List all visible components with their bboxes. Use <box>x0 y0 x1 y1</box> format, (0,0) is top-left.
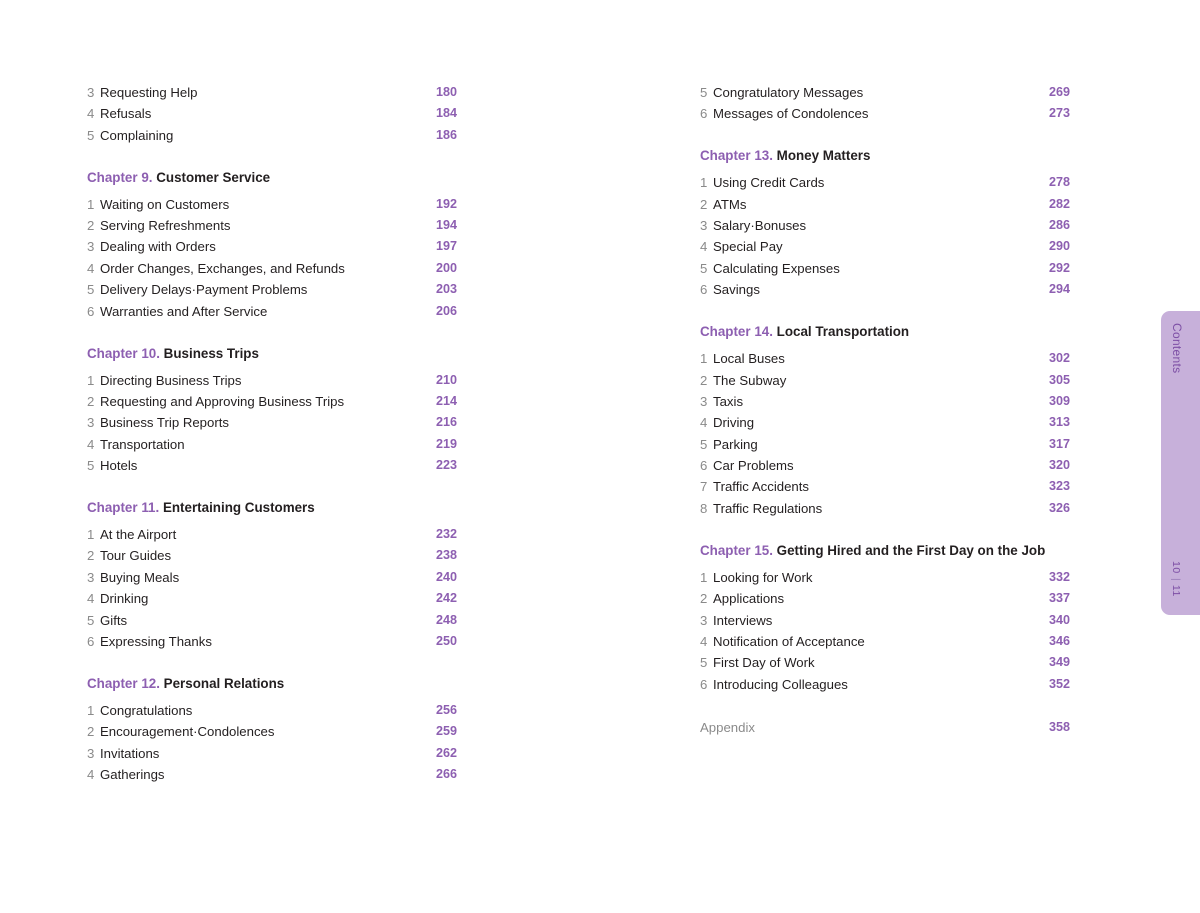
entry-number: 6 <box>87 633 95 649</box>
toc-entry[interactable] <box>700 434 1070 455</box>
toc-entry[interactable] <box>700 370 1070 391</box>
entry-title: Buying Meals <box>100 569 180 585</box>
entry-page: 197 <box>435 239 457 254</box>
entry-number: 1 <box>87 702 95 718</box>
entry-page: 186 <box>435 127 457 142</box>
entry-page: 290 <box>1048 239 1070 254</box>
entry-number: 5 <box>700 85 708 100</box>
toc-entry[interactable] <box>700 279 1070 300</box>
chapter-entries <box>700 172 1070 300</box>
chapter-heading[interactable] <box>700 146 1070 172</box>
entry-title: Using Credit Cards <box>713 175 825 191</box>
entry-number: 8 <box>700 500 708 516</box>
toc-entry[interactable] <box>87 764 457 785</box>
toc-intro-list <box>87 82 457 146</box>
toc-entry[interactable] <box>700 215 1070 236</box>
entry-number: 3 <box>700 393 708 409</box>
entry-number: 4 <box>700 633 708 649</box>
chapter-entries <box>87 700 457 786</box>
toc-entry[interactable] <box>700 455 1070 476</box>
appendix-entry[interactable] <box>700 717 1070 738</box>
entry-page: 323 <box>1048 479 1070 494</box>
toc-entry[interactable] <box>87 125 457 146</box>
entry-page: 214 <box>435 393 457 408</box>
toc-entry[interactable] <box>87 567 457 588</box>
toc-entry[interactable] <box>700 610 1070 631</box>
entry-title: Traffic Regulations <box>713 500 823 516</box>
entry-number: 2 <box>700 196 708 212</box>
entry-number: 3 <box>87 569 95 585</box>
toc-entry[interactable] <box>87 610 457 631</box>
chapter-heading[interactable] <box>87 344 457 370</box>
chapter-title: Business Trips <box>163 345 259 361</box>
entry-number: 4 <box>87 260 95 276</box>
chapter-label: Chapter 13. <box>700 148 773 164</box>
toc-entry[interactable] <box>700 194 1070 215</box>
toc-entry[interactable] <box>700 567 1070 588</box>
entry-number: 1 <box>87 526 95 542</box>
entry-number: 1 <box>700 569 708 585</box>
entry-page: 216 <box>435 415 457 430</box>
toc-entry[interactable] <box>700 652 1070 673</box>
entry-number: 2 <box>87 548 95 564</box>
appendix-page: 358 <box>1048 719 1070 734</box>
entry-page: 238 <box>435 548 457 563</box>
entry-number: 1 <box>87 372 95 388</box>
entry-title: Encouragement·Condolences <box>100 724 275 740</box>
toc-entry[interactable] <box>87 743 457 764</box>
entry-number: 6 <box>700 676 708 692</box>
entry-page: 286 <box>1048 218 1070 233</box>
entry-page: 262 <box>435 745 457 760</box>
entry-page: 302 <box>1048 351 1070 366</box>
entry-number: 5 <box>700 260 708 276</box>
chapter-title: Money Matters <box>776 148 871 164</box>
toc-entry[interactable] <box>87 412 457 433</box>
entry-page: 282 <box>1048 196 1070 211</box>
entry-page: 240 <box>435 569 457 584</box>
chapter-entries <box>700 567 1070 695</box>
contents-side-tab[interactable] <box>1161 311 1200 615</box>
entry-page: 223 <box>435 458 457 473</box>
entry-title: Traffic Accidents <box>713 479 810 495</box>
chapter-heading[interactable] <box>87 498 457 524</box>
chapter-label: Chapter 9. <box>87 169 153 185</box>
entry-page: 352 <box>1048 676 1070 691</box>
toc-entry[interactable] <box>700 412 1070 433</box>
entry-title: Introducing Colleagues <box>713 676 848 692</box>
side-tab-page-right: 11 <box>1170 584 1182 597</box>
entry-number: 2 <box>87 393 95 409</box>
entry-title: Invitations <box>100 745 160 761</box>
entry-title: Requesting Help <box>100 85 198 100</box>
toc-entry[interactable] <box>87 721 457 742</box>
chapter-label: Chapter 11. <box>87 499 160 515</box>
appendix-title: Appendix <box>700 719 755 735</box>
entry-title: Taxis <box>713 393 744 409</box>
entry-title: Looking for Work <box>713 569 813 585</box>
entry-title: Complaining <box>100 127 174 143</box>
entry-title: Interviews <box>713 612 773 628</box>
entry-number: 3 <box>87 85 95 100</box>
chapter-title: Local Transportation <box>776 324 910 340</box>
toc-entry[interactable] <box>700 82 1070 103</box>
toc-entry[interactable] <box>87 194 457 215</box>
entry-title: ATMs <box>713 196 747 212</box>
toc-entry[interactable] <box>700 391 1070 412</box>
entry-number: 5 <box>87 458 95 474</box>
entry-page: 269 <box>1048 85 1070 99</box>
entry-number: 1 <box>700 351 708 367</box>
entry-page: 259 <box>435 724 457 739</box>
entry-title: Requesting and Approving Business Trips <box>100 393 345 409</box>
chapter-heading[interactable] <box>700 541 1070 567</box>
entry-number: 4 <box>700 415 708 431</box>
entry-title: Waiting on Customers <box>100 196 230 212</box>
entry-number: 5 <box>87 612 95 628</box>
entry-number: 3 <box>87 415 95 431</box>
entry-title: Warranties and After Service <box>100 303 268 319</box>
entry-title: Serving Refreshments <box>100 218 231 234</box>
entry-page: 346 <box>1048 633 1070 648</box>
toc-entry[interactable] <box>87 370 457 391</box>
entry-number: 4 <box>87 436 95 452</box>
entry-page: 250 <box>435 633 457 648</box>
entry-page: 200 <box>435 260 457 275</box>
entry-title: Car Problems <box>713 458 794 474</box>
entry-page: 184 <box>435 106 457 121</box>
entry-number: 3 <box>700 218 708 234</box>
entry-title: Transportation <box>100 436 185 452</box>
entry-page: 248 <box>435 612 457 627</box>
entry-number: 3 <box>87 239 95 255</box>
toc-right-column <box>700 82 1070 738</box>
entry-title: Gifts <box>100 612 128 628</box>
entry-page: 206 <box>435 303 457 318</box>
entry-title: Delivery Delays·Payment Problems <box>100 282 308 298</box>
entry-page: 305 <box>1048 372 1070 387</box>
chapter-label: Chapter 10. <box>87 345 160 361</box>
toc-entry[interactable] <box>87 700 457 721</box>
entry-page: 242 <box>435 591 457 606</box>
entry-title: Business Trip Reports <box>100 415 229 431</box>
entry-number: 3 <box>87 745 95 761</box>
entry-number: 6 <box>700 458 708 474</box>
entry-title: Refusals <box>100 106 152 122</box>
entry-page: 337 <box>1048 591 1070 606</box>
toc-entry[interactable] <box>700 588 1070 609</box>
entry-page: 313 <box>1048 415 1070 430</box>
entry-title: Congratulatory Messages <box>713 85 864 100</box>
entry-number: 6 <box>700 282 708 298</box>
entry-page: 309 <box>1048 393 1070 408</box>
entry-page: 192 <box>435 196 457 211</box>
entry-number: 6 <box>87 303 95 319</box>
entry-title: Savings <box>713 282 760 298</box>
entry-title: First Day of Work <box>713 655 815 671</box>
toc-entry[interactable] <box>87 588 457 609</box>
toc-entry[interactable] <box>700 476 1070 497</box>
entry-number: 5 <box>700 436 708 452</box>
toc-entry[interactable] <box>87 545 457 566</box>
entry-number: 2 <box>87 724 95 740</box>
toc-entry[interactable] <box>700 103 1070 124</box>
side-tab-label: Contents <box>1170 323 1184 374</box>
chapter-entries <box>87 524 457 652</box>
entry-number: 2 <box>700 591 708 607</box>
entry-title: Dealing with Orders <box>100 239 216 255</box>
entry-title: Order Changes, Exchanges, and Refunds <box>100 260 345 276</box>
entry-page: 256 <box>435 702 457 717</box>
toc-entry[interactable] <box>87 631 457 652</box>
entry-page: 332 <box>1048 569 1070 584</box>
entry-page: 292 <box>1048 260 1070 275</box>
chapter-heading[interactable] <box>87 168 457 194</box>
entry-number: 4 <box>87 766 95 782</box>
entry-page: 219 <box>435 436 457 451</box>
chapter-heading[interactable] <box>700 322 1070 348</box>
entry-title: Salary·Bonuses <box>713 218 807 234</box>
entry-number: 2 <box>700 372 708 388</box>
entry-title: Gatherings <box>100 766 165 782</box>
toc-entry[interactable] <box>87 301 457 322</box>
toc-intro-list <box>700 82 1070 125</box>
entry-title: Messages of Condolences <box>713 106 869 122</box>
entry-title: Congratulations <box>100 702 193 718</box>
entry-title: Special Pay <box>713 239 783 255</box>
entry-number: 4 <box>700 239 708 255</box>
toc-entry[interactable] <box>700 258 1070 279</box>
entry-title: Drinking <box>100 591 149 607</box>
entry-page: 349 <box>1048 655 1070 670</box>
side-tab-separator: | <box>1170 577 1182 581</box>
entry-page: 210 <box>435 372 457 387</box>
entry-page: 317 <box>1048 436 1070 451</box>
entry-number: 6 <box>700 106 708 122</box>
toc-entry[interactable] <box>700 172 1070 193</box>
toc-entry[interactable] <box>87 391 457 412</box>
chapter-heading[interactable] <box>87 674 457 700</box>
entry-title: Tour Guides <box>100 548 172 564</box>
entry-page: 232 <box>435 526 457 541</box>
entry-title: Hotels <box>100 458 138 474</box>
toc-entry[interactable] <box>87 258 457 279</box>
entry-title: Driving <box>713 415 755 431</box>
toc-entry[interactable] <box>87 103 457 124</box>
chapter-title: Entertaining Customers <box>162 499 315 515</box>
entry-title: Calculating Expenses <box>713 260 840 276</box>
entry-title: Applications <box>713 591 785 607</box>
chapter-label: Chapter 15. <box>700 542 773 558</box>
entry-page: 194 <box>435 218 457 233</box>
entry-number: 5 <box>87 282 95 298</box>
entry-title: The Subway <box>713 372 787 388</box>
entry-number: 1 <box>87 196 95 212</box>
entry-number: 4 <box>87 591 95 607</box>
entry-number: 5 <box>87 127 95 143</box>
chapter-title: Customer Service <box>156 169 271 185</box>
side-tab-page-numbers <box>1170 561 1182 597</box>
chapter-title: Personal Relations <box>163 675 285 691</box>
chapter-title: Getting Hired and the First Day on the Job <box>776 542 1046 558</box>
entry-number: 5 <box>700 655 708 671</box>
entry-page: 320 <box>1048 458 1070 473</box>
chapter-entries <box>87 194 457 322</box>
entry-title: Directing Business Trips <box>100 372 242 388</box>
entry-title: Expressing Thanks <box>100 633 212 649</box>
entry-page: 278 <box>1048 175 1070 190</box>
chapter-label: Chapter 12. <box>87 675 160 691</box>
toc-entry[interactable] <box>700 236 1070 257</box>
toc-entry[interactable] <box>87 434 457 455</box>
chapter-label: Chapter 14. <box>700 324 773 340</box>
toc-entry[interactable] <box>700 631 1070 652</box>
toc-entry[interactable] <box>87 455 457 476</box>
entry-number: 1 <box>700 175 708 191</box>
toc-entry[interactable] <box>87 236 457 257</box>
entry-page: 273 <box>1048 106 1070 121</box>
entry-title: Local Buses <box>713 351 785 367</box>
entry-number: 7 <box>700 479 708 495</box>
toc-entry[interactable] <box>87 82 457 103</box>
toc-left-column <box>87 82 457 785</box>
toc-entry[interactable] <box>87 524 457 545</box>
entry-number: 3 <box>700 612 708 628</box>
entry-title: Notification of Acceptance <box>713 633 865 649</box>
entry-page: 266 <box>435 766 457 781</box>
chapter-entries <box>87 370 457 477</box>
toc-entry[interactable] <box>87 215 457 236</box>
toc-entry[interactable] <box>700 674 1070 695</box>
entry-title: Parking <box>713 436 758 452</box>
entry-page: 180 <box>435 85 457 99</box>
entry-number: 4 <box>87 106 95 122</box>
toc-entry[interactable] <box>700 498 1070 519</box>
side-tab-page-left: 10 <box>1170 561 1182 574</box>
toc-entry[interactable] <box>87 279 457 300</box>
toc-entry[interactable] <box>700 348 1070 369</box>
entry-page: 326 <box>1048 500 1070 515</box>
entry-page: 203 <box>435 282 457 297</box>
entry-page: 294 <box>1048 282 1070 297</box>
entry-page: 340 <box>1048 612 1070 627</box>
entry-title: At the Airport <box>100 526 177 542</box>
entry-number: 2 <box>87 218 95 234</box>
chapter-entries <box>700 348 1070 519</box>
